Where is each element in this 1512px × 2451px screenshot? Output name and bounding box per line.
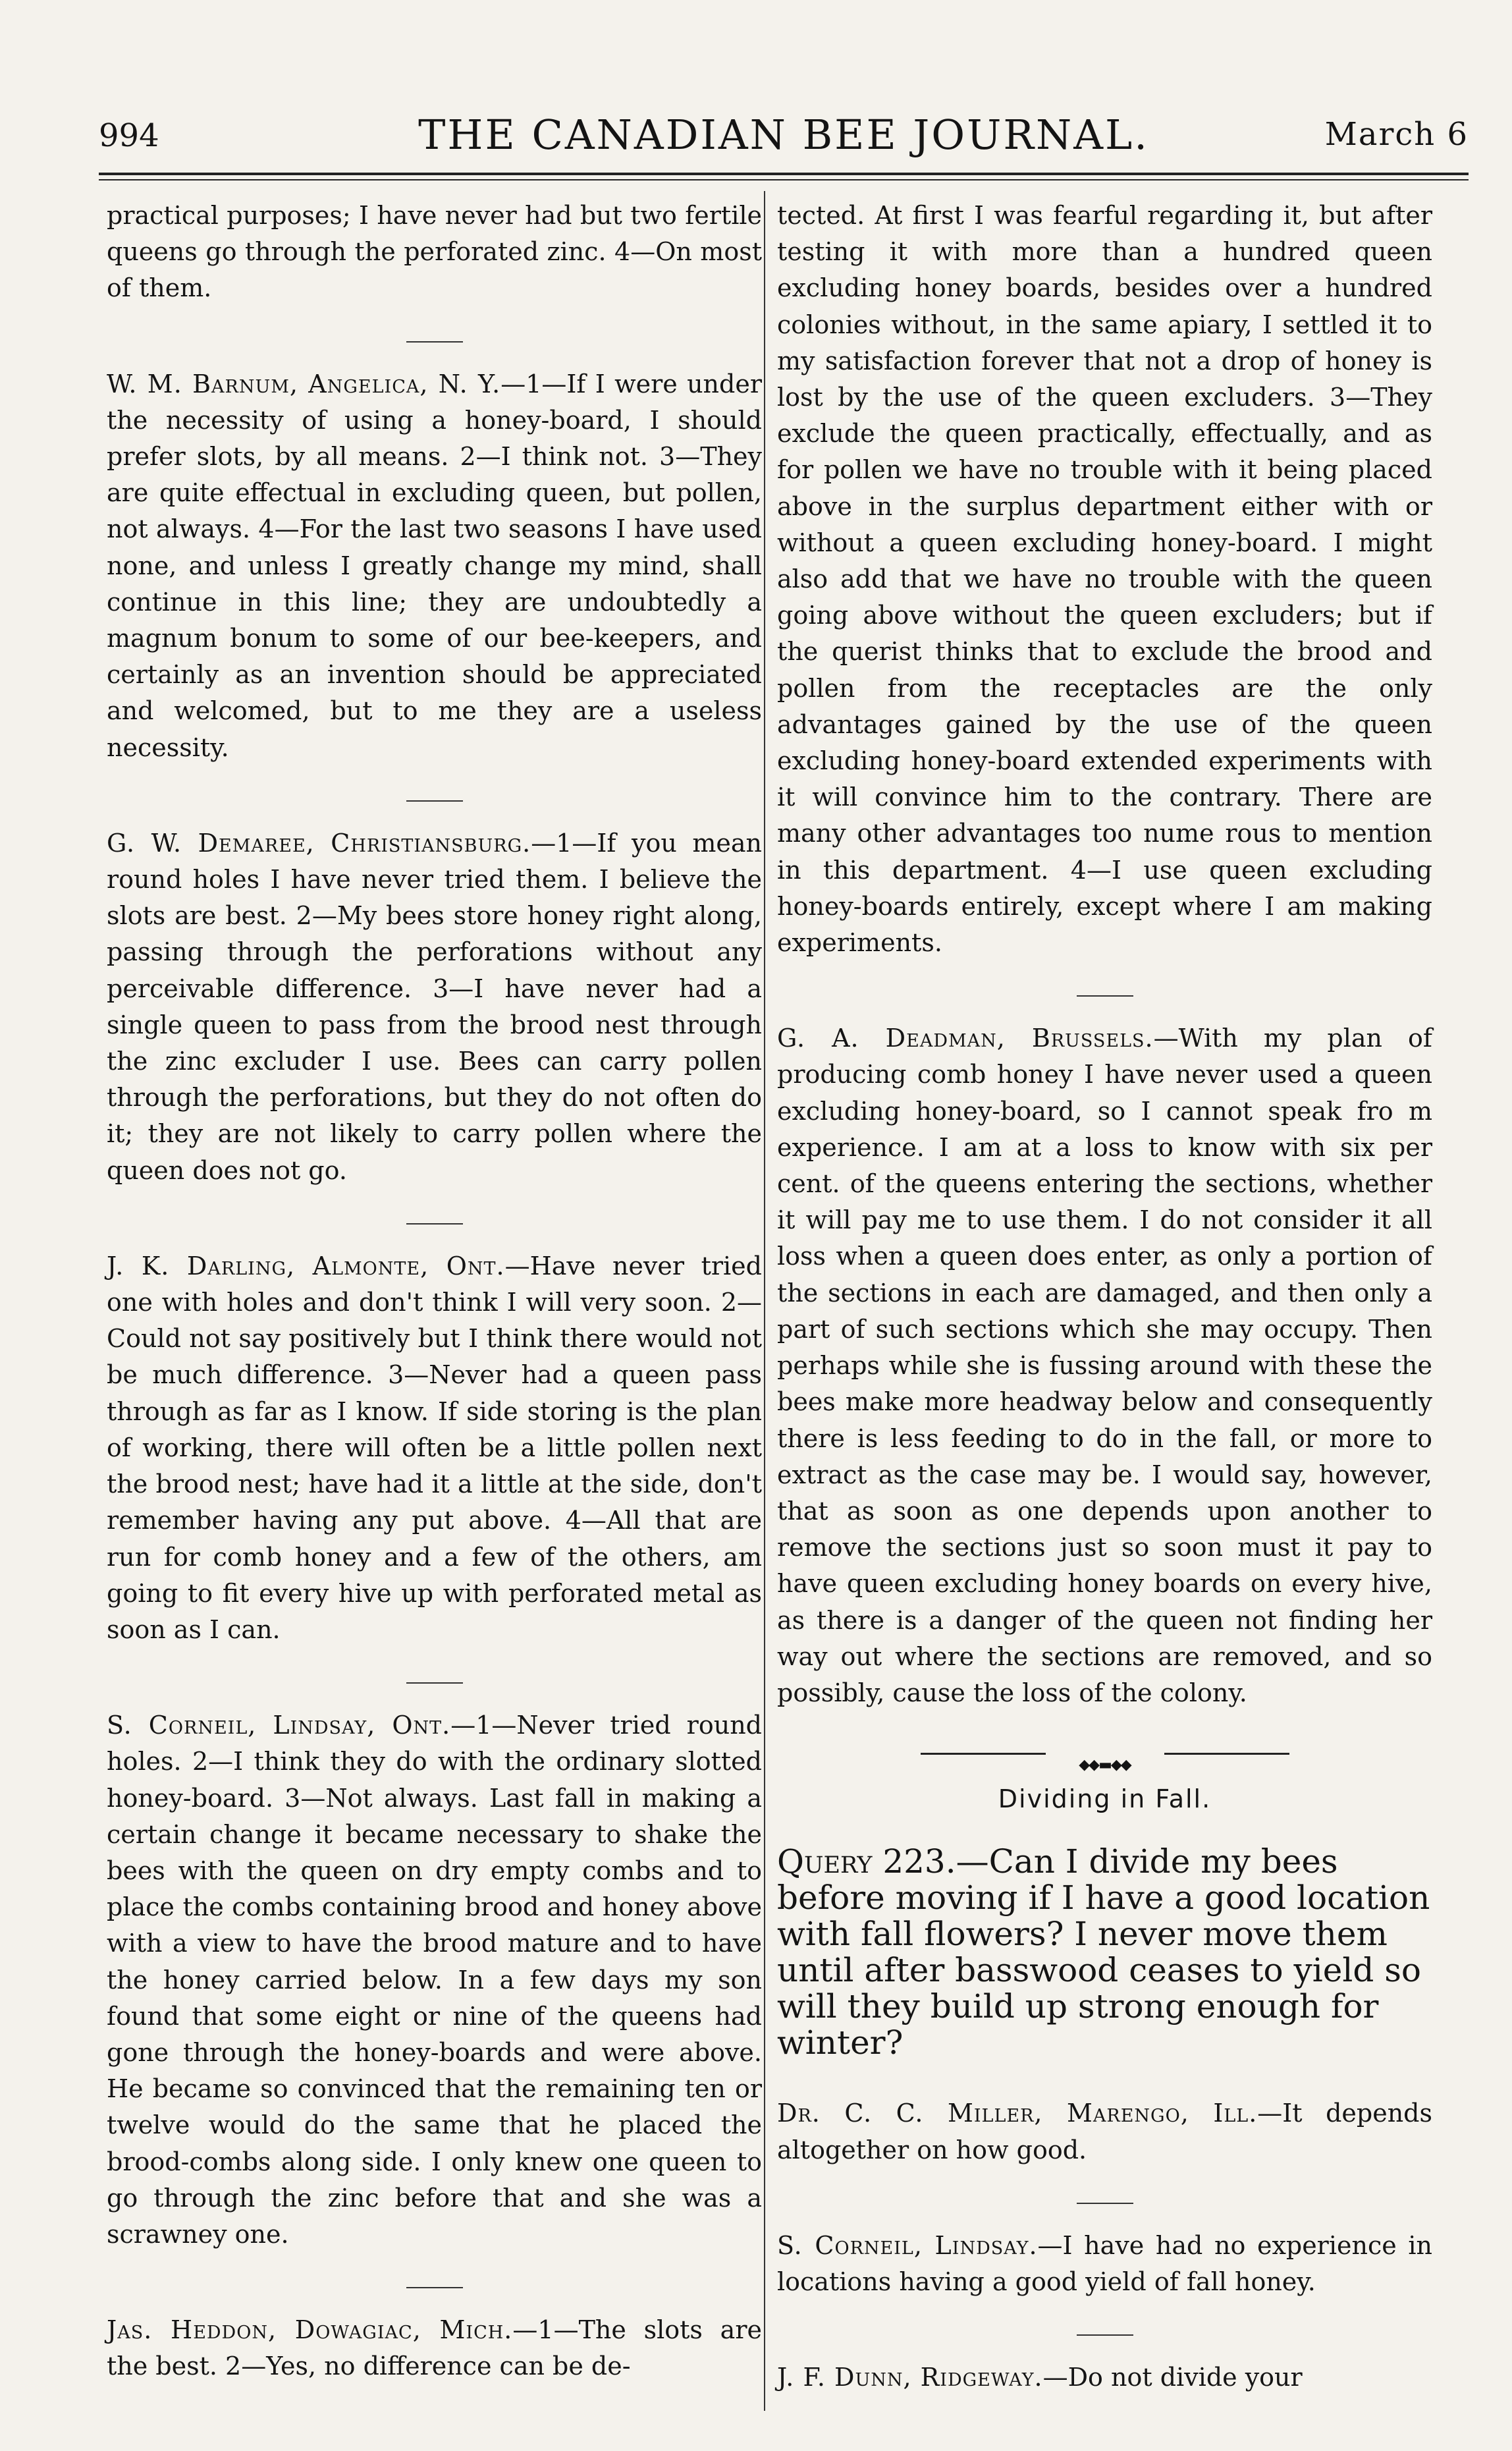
answer-text: —1—If I were under the necessity of using a honey-board, I should prefer slots, by all means. 2—I think not. 3—They are quite effectual in excluding queen, but pollen, not always. 4—For the last two seasons I have used none, and unless I greatly change my mind, shall continue in this line; they are undoubtedly a magnum bonum to some of our bee-keepers, and certainly as an invention should be appreciated and welcomed, but to me they are a useless necessity.: [107, 369, 763, 762]
query-body: —Can I divide my bees before moving if I have a good location with fall flowers? I never move them until after basswood ceases to yield so will they build up strong enough for winter?: [777, 1842, 1430, 2062]
correspondent-name: S. Corneil, Lindsay, Ont.: [107, 1711, 451, 1740]
issue-date: March 6: [1324, 116, 1469, 153]
answer-entry: [107, 366, 762, 766]
left-column: [107, 198, 762, 2419]
correspondent-name: W. M. Barnum, Angelica, N. Y.: [107, 369, 501, 399]
right-column: [777, 198, 1432, 2430]
separator-rule: [406, 341, 463, 343]
answer-text: —1—Never tried round holes. 2—I think they do with the ordinary slotted honey-board. 3—Not always. Last fall in making a certain change it became necessary to shake the bees with the queen on dry empty combs and to place the combs containing brood and honey above with a view to have the brood mature and to have the honey carried below. In a few days my son found that some eight or nine of the queens had gone through the honey-boards and were above. He became so convinced that the remaining ten or twelve would do the same that he placed the brood-combs along side. I only knew one queen to go through the zinc before that and she was a scrawney one.: [107, 1711, 762, 2249]
separator-rule: [406, 1682, 463, 1684]
separator-rule: [406, 1223, 463, 1225]
section-ornament: ◆◆▬◆◆: [921, 1746, 1289, 1761]
correspondent-name: G. W. Demaree, Christiansburg.: [107, 828, 531, 858]
correspondent-name: G. A. Deadman, Brussels.: [777, 1024, 1154, 1053]
answer-entry: [107, 2312, 762, 2384]
query-label: Query 223.: [777, 1842, 956, 1881]
separator-rule: [1077, 2203, 1133, 2204]
page-header: [99, 111, 1469, 170]
correspondent-name: Dr. C. C. Miller, Marengo, Ill.: [777, 2099, 1258, 2128]
correspondent-name: Jas. Heddon, Dowagiac, Mich.: [107, 2315, 513, 2345]
answer-entry: [777, 2359, 1432, 2396]
continued-text: practical purposes; I have never had but two fertile queens go through the perforated zinc. 4—On most of them.: [107, 201, 762, 303]
page-number: 994: [99, 117, 159, 154]
separator-rule: [1077, 2334, 1133, 2336]
correspondent-name: J. K. Darling, Almonte, Ont.: [107, 1251, 505, 1281]
separator-rule: [406, 800, 463, 802]
answer-text: —I have had no experience in locations having a good yield of fall honey.: [777, 2230, 1432, 2296]
correspondent-name: J. F. Dunn, Ridgeway.: [777, 2363, 1043, 2392]
answer-text: —Have never tried one with holes and don't think I will very soon. 2—Could not say positively but I think there would not be much difference. 3—Never had a queen pass through as far as I know. If side storing is the plan of working, there will often be a little pollen next the brood nest; have had it a little at the side, don't remember having any put above. 4—All that are run for comb honey and a few of the others, am going to fit every hive up with perforated metal as soon as I can.: [107, 1251, 762, 1644]
answer-text: —1—If you mean round holes I have never tried them. I believe the slots are best. 2—My bees store honey right along, passing through the perforations without any perceivable difference. 3—I have never had a single queen to pass from the brood nest through the zinc excluder I use. Bees can carry pollen through the perforations, but they do not often do it; they are not likely to carry pollen where the queen does not go.: [107, 828, 762, 1185]
query-text: [777, 1844, 1432, 2061]
continued-text: tected. At first I was fearful regarding it, but after testing it with more than a hundred queen excluding honey boards, besides over a hundred colonies without, in the same apiary, I settled it to my satisfaction forever that not a drop of honey is lost by the use of the queen excluders. 3—They exclude the queen practically, effectually, and as for pollen we have no trouble with it being placed above in the surplus department either with or without a queen excluding honey-board. I might also add that we have no trouble with the queen going above without the queen excluders; but if the querist thinks that to exclude the brood and pollen from the receptacles are the only advantages gained by the use of the queen excluding honey-board extended experiments with it will convince him to the contrary. There are many other advantages too nume rous to mention in this department. 4—I use queen excluding honey-boards entirely, except where I am making experiments.: [777, 201, 1432, 958]
answer-text: —It depends altogether on how good.: [777, 2099, 1432, 2164]
separator-rule: [406, 2287, 463, 2288]
answer-text: —Do not divide your: [1042, 2363, 1303, 2392]
answer-entry: [777, 2228, 1432, 2300]
header-rule: [99, 173, 1469, 175]
section-title: Dividing in Fall.: [998, 1784, 1212, 1814]
answer-text: —With my plan of producing comb honey I have never used a queen excluding honey-board, so I cannot speak fro m experience. I am at a loss to know with six per cent. of the queens entering the sections, whether it will pay me to use them. I do not consider it all loss when a queen does enter, as only a portion of the sections in each are damaged, and then only a part of such sections which she may occupy. Then perhaps while she is fussing around with these the bees make more headway below and consequently there is less feeding to do in the fall, or more to extract as the case may be. I would say, however, that as soon as one depends upon another to remove the sections just so soon must it pay to have queen excluding honey boards on every hive, as there is a danger of the queen not finding her way out where the sections are removed, and so possibly, cause the loss of the colony.: [777, 1024, 1432, 1707]
answer-entry: [777, 1020, 1432, 1711]
header-rule-thin: [99, 179, 1469, 180]
correspondent-name: S. Corneil, Lindsay.: [777, 2230, 1038, 2260]
column-divider: [764, 191, 765, 2411]
separator-rule: [1077, 995, 1133, 997]
answer-entry: [107, 1248, 762, 1648]
journal-title: THE CANADIAN BEE JOURNAL.: [418, 111, 1149, 159]
answer-entry: [107, 1707, 762, 2253]
answer-entry: [107, 825, 762, 1189]
answer-text: —1—The slots are the best. 2—Yes, no difference can be de-: [107, 2315, 762, 2381]
answer-entry: [777, 2095, 1432, 2168]
